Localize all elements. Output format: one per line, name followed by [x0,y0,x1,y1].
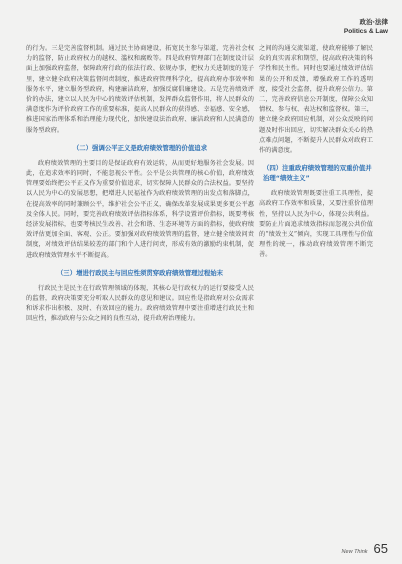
section-title-en: Politics & Law [343,28,388,35]
right-column [259,44,373,261]
section-header [344,18,388,36]
section-heading [259,163,373,183]
paragraph: 之间的沟通交流渠道，使政府能够了解民众的真实需求和期望，提高政府决策的科学性和民主性。同时也要通过绩效评估结果的公开和反馈，增强政府工作的透明度，接受社会监督，提升政府公信力。第二，完善政府信息公开制度，保障公众知情权、参与权、表达权和监督权。第三，建立健全政府回应机制，对公众反映的问题及时作出回应，切实解决群众关心的热点难点问题，不断提升人民群众对政府工作的满意度。 [259,45,373,155]
section-heading: （三）增进行政民主与回应性须贯穿政府绩效管理过程始末 [56,268,224,277]
section-heading: （二）强调公平正义是政府绩效管理的价值追求 [72,143,208,152]
page-number: 65 [373,541,388,556]
paragraph: 的行为。三是完善监督机制。通过民主协商建设，拓宽民主参与渠道，完善社会权力的监督，防止政府权力的越权、滥权和腐败等。四是政府管理部门在制度设计层面上加强政府监督，保障政府行政的依法行政、依规办事，把权力关进制度的笼子里，建立健全政府决策监督问责制度，推进政府管理科学化，提高政府办事效率和服务水平，建立服务型政府，构建廉洁政府，加强反腐倡廉建设。五是完善绩效评价的办法，建立以人民为中心的绩效评估机制，发挥群众监督作用，将人民群众的满意度作为评价政府工作的重要标准，提高人民群众的获得感、幸福感、安全感，推进国家治理体系和治理能力现代化，加快建设法治政府、廉洁政府和人民满意的服务型政府。 [26,45,254,134]
section-title-zh: 政治·法律 [359,18,388,26]
paragraph: 行政民主是民主在行政管理领域的体现，其核心是行政权力的运行要接受人民的监督，政府决策要充分听取人民群众的意见和建议。回应性是指政府对公众需求和诉求作出积极、及时、有效回应的能力。政府绩效管理中要注重增进行政民主和回应性，推动政府与公众之间的良性互动，提升政府治理能力。 [26,284,254,323]
section-heading-line2: “绩效主义” [275,174,310,183]
paragraph: 政府绩效管理的主要目的是保证政府有效运转，从而更好地服务社会发展。因此，在追求效率的同时，不能忽视公平性。公平是公共管理的核心价值，政府绩效管理要始终把公平正义作为重要价值追求，切实保障人民群众的合法权益。要坚持以人民为中心的发展思想，把增进人民福祉作为政府绩效管理的出发点和落脚点，在提高效率的同时兼顾公平，维护社会公平正义，确保改革发展成果更多更公平惠及全体人民。同时，要完善政府绩效评估指标体系，科学设置评价指标，既要考核经济发展指标，也要考核民生改善、社会和谐、生态环境等方面的指标，使政府绩效评估更加全面、客观、公正。要加强对政府绩效管理的监督，建立健全绩效问责制度，对绩效评估结果较差的部门和个人进行问责，形成有效的激励约束机制，促进政府绩效管理水平不断提高。 [26,159,254,259]
magazine-name: New Think [341,549,368,555]
page-footer [342,541,388,556]
paragraph: 政府绩效管理既要注重工具理性，提高政府工作效率和质量，又要注重价值理性，坚持以人民为中心，体现公共利益。要防止片面追求绩效指标而忽视公共价值的“绩效主义”倾向，实现工具理性与价值理性的统一，推动政府绩效管理不断完善。 [259,190,373,259]
left-column [26,44,254,325]
section-heading-line1: （四）注重政府绩效管理的双重价值并治理 [263,164,372,183]
